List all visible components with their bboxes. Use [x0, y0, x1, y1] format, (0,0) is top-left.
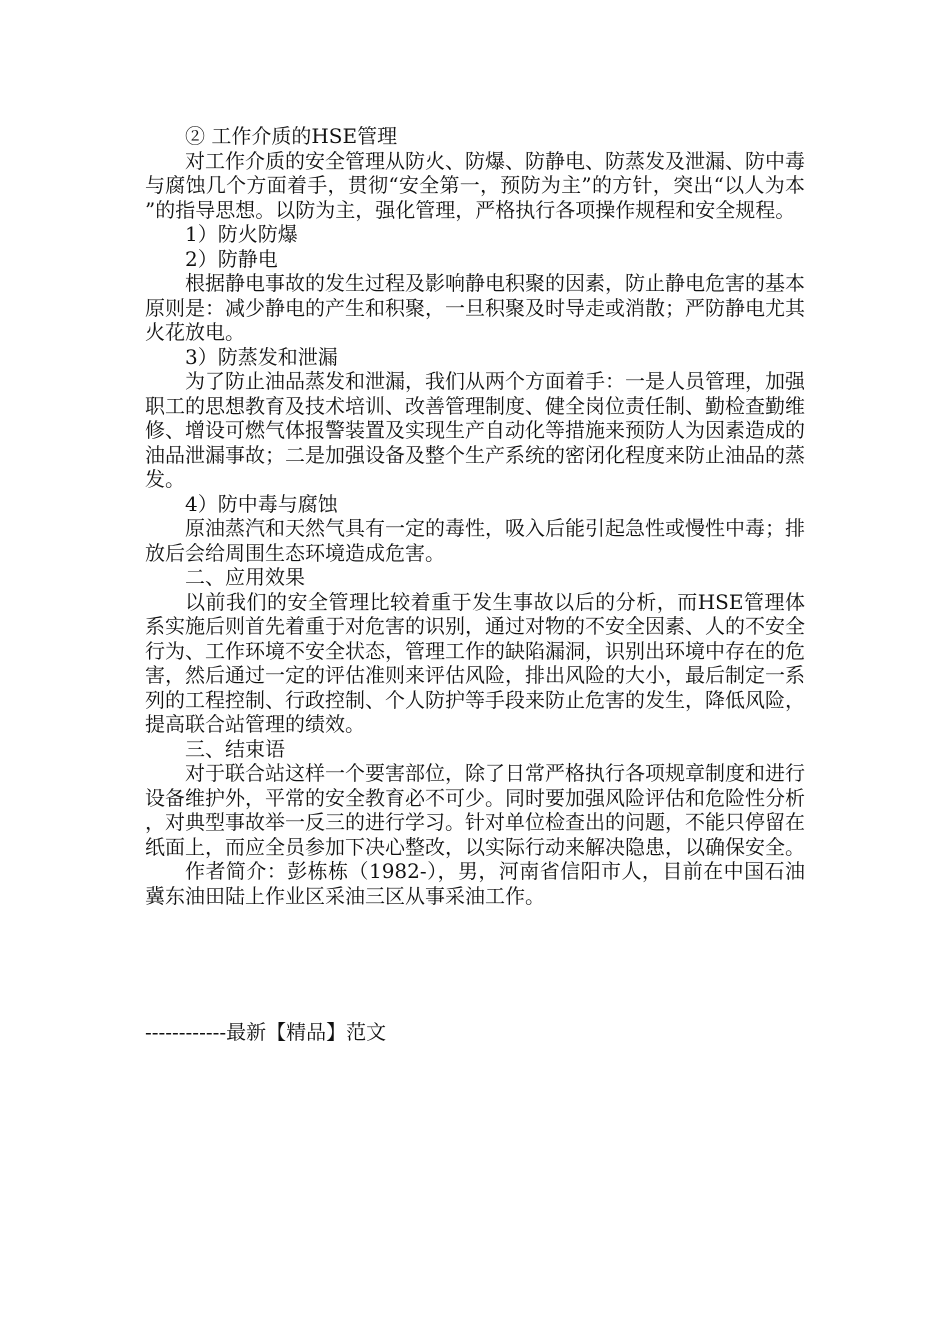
subheading-fire-explosion: 1）防火防爆 [185, 222, 298, 246]
section-heading-hse-media: ② 工作介质的HSE管理 [185, 124, 398, 148]
paragraph-static: 根据静电事故的发生过程及影响静电积聚的因素，防止静电危害的基本原则是：减少静电的产生和积聚，一旦积聚及时导走或消散；严防静电尤其火花放电。 [145, 271, 805, 344]
paragraph-author-bio: 作者简介：彭栋栋（1982-），男，河南省信阳市人，目前在中国石油冀东油田陆上作业区采油三区从事采油工作。 [145, 859, 805, 908]
footer-label: ------------最新【精品】范文 [145, 1020, 387, 1044]
section-heading-application-effect: 二、应用效果 [185, 565, 305, 589]
paragraph-application-effect: 以前我们的安全管理比较着重于发生事故以后的分析，而HSE管理体系实施后则首先着重于对危害的识别，通过对物的不安全因素、人的不安全行为、工作环境不安全状态，管理工作的缺陷漏洞，识别出环境中存在的危害，然后通过一定的评估准则来评估风险，排出风险的大小，最后制定一系列的工程控制、行政控制、个人防护等手段来防止危害的发生，降低风险，提高联合站管理的绩效。 [145, 589, 805, 736]
subheading-static: 2）防静电 [185, 246, 278, 271]
subheading-poison-corrosion: 4）防中毒与腐蚀 [185, 491, 338, 516]
paragraph-media-management: 对工作介质的安全管理从防火、防爆、防静电、防蒸发及泄漏、防中毒与腐蚀几个方面着手，贯彻“安全第一，预防为主”的方针，突出“以人为本”的指导思想。以防为主，强化管理，严格执行各项操作规程和安全规程。 [145, 148, 805, 222]
section-heading-conclusion: 三、结束语 [185, 736, 285, 761]
subheading-evaporation-leakage: 3）防蒸发和泄漏 [185, 344, 338, 369]
document-body [145, 124, 805, 908]
paragraph-evaporation-leakage: 为了防止油品蒸发和泄漏，我们从两个方面着手：一是人员管理，加强职工的思想教育及技术培训、改善管理制度、健全岗位责任制、勤检查勤维修、增设可燃气体报警装置及实现生产自动化等措施来预防人为因素造成的油品泄漏事故；二是加强设备及整个生产系统的密闭化程度来防止油品的蒸发。 [145, 369, 805, 491]
paragraph-poison-corrosion: 原油蒸汽和天然气具有一定的毒性，吸入后能引起急性或慢性中毒；排放后会给周围生态环境造成危害。 [145, 516, 805, 565]
paragraph-conclusion: 对于联合站这样一个要害部位，除了日常严格执行各项规章制度和进行设备维护外，平常的安全教育必不可少。同时要加强风险评估和危险性分析，对典型事故举一反三的进行学习。针对单位检查出的问题，不能只停留在纸面上，而应全员参加下决心整改，以实际行动来解决隐患，以确保安全。 [145, 761, 805, 859]
